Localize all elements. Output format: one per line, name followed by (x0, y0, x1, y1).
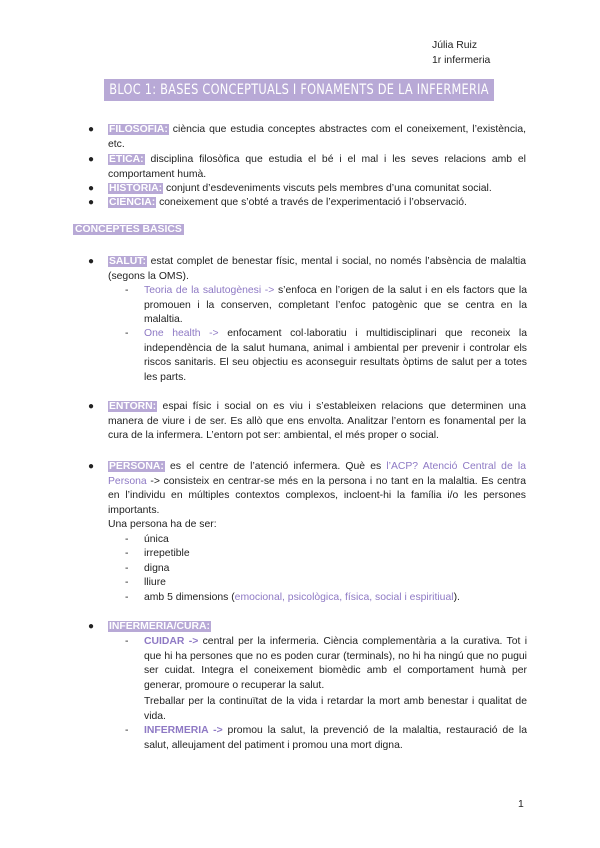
text-salutogenesi: s’enfoca en l’origen de la salut i en els factors que la promouen i la conserven, completant l’enfoc patogènic que se centra en la malaltia. (144, 285, 527, 326)
dash-marker: - (125, 577, 129, 588)
link-one-health: One health -> (144, 328, 219, 339)
dash-marker: - (125, 592, 129, 603)
term-salut: SALUT: (109, 256, 146, 267)
dash-marker: - (125, 285, 129, 296)
dash-marker: - (125, 725, 129, 736)
document-title-banner (104, 79, 494, 101)
sub-item-cuidar (125, 635, 527, 693)
definition-etica: disciplina filosòfica que estudia el bé i el mal i les seves relacions amb el comportament humà. (108, 154, 526, 180)
persona-lead-text: Una persona ha de ser: (108, 519, 217, 530)
bullet-icon: ● (88, 154, 95, 165)
persona-trait-text: única (144, 534, 169, 545)
persona-trait-item (125, 576, 527, 591)
sub-item-infermeria (125, 724, 527, 753)
list-item-etica (88, 153, 526, 182)
term-entorn: ENTORN: (109, 401, 157, 412)
acp-full-name: Atenció Central de la Persona (108, 461, 526, 487)
section-title-text: CONCEPTES BÀSICS (75, 224, 182, 235)
link-salutogenesi: Teoria de la salutogènesi -> (144, 285, 275, 296)
text-infermeria: promou la salut, la prevenció de la malaltia, restauració de la salut, alleujament del patiment i promou una mort digna. (144, 725, 527, 751)
list-item-salut (88, 255, 526, 284)
bullet-icon: ● (88, 124, 95, 135)
persona-dimensions: emocional, psicològica, física, social i espiritiual (234, 592, 454, 603)
acp-term: l’ACP? (386, 461, 419, 472)
definition-salut: estat complet de benestar físic, mental i social, no només l’absència de malaltia (segons la OMS). (108, 256, 526, 282)
persona-dimensions-item: - amb 5 dimensions (emocional, psicològica, física, social i espiritiual). (125, 591, 527, 606)
link-cuidar: CUIDAR -> (144, 636, 199, 647)
term-etica: ÈTICA: (109, 154, 144, 165)
text-cuidar: central per la infermeria. Ciència complementària a la curativa. Tot i que hi ha persones que no es poden curar (terminals), no hi ha ningú que no pugui ser cuidat. Integra el coneixement biomèdic amb el comportament humà per generar, promoure o recuperar la salut. (144, 636, 527, 691)
page-number: 1 (518, 799, 524, 810)
definition-persona-1: es el centre de l’atenció infermera. Què es (164, 461, 387, 472)
list-item-infermeria (88, 620, 526, 635)
course-name: 1r infermeria (432, 55, 491, 66)
bullet-icon: ● (88, 461, 95, 472)
dash-marker: - (125, 636, 129, 647)
persona-trait-text: digna (144, 563, 170, 574)
term-ciencia: CIÈNCIA: (109, 197, 156, 208)
persona-trait-text: lliure (144, 577, 166, 588)
definition-filosofia: ciència que estudia conceptes abstractes com el coneixement, l’existència, etc. (108, 124, 526, 150)
definition-persona-2: -> consisteix en centrar-se més en la persona i no tant en la malaltia. Es centra en l’individu en múltiples contextos complexos, incloent-hi la família i/o les persones importants. (108, 475, 526, 516)
list-item-filosofia (88, 123, 526, 152)
author-name: Júlia Ruiz (432, 40, 478, 51)
definition-entorn: espai físic i social on es viu i s’estableixen relacions que determinen una manera de viure i de ser. Es allò que ens envolta. Analitzar l’entorn es fonamental per la cura de la infermera. L’entorn pot ser: ambiental, el més proper o social. (108, 401, 526, 442)
sub-item-cuidar-continuation (125, 695, 527, 724)
definition-historia: conjunt d’esdeveniments viscuts pels membres d’una comunitat social. (163, 183, 492, 194)
list-item-entorn (88, 400, 526, 444)
term-historia: HISTÒRIA: (109, 183, 163, 194)
dash-marker: - (125, 548, 129, 559)
text-cuidar-2: Treballar per la continuïtat de la vida i retardar la mort amb benestar i qualitat de vida. (144, 696, 527, 722)
persona-trait-item (125, 533, 527, 548)
bullet-icon: ● (88, 621, 95, 632)
dash-marker: - (125, 328, 129, 339)
author-block (432, 38, 490, 68)
term-filosofia: FILOSOFIA: (109, 124, 168, 135)
bullet-icon: ● (88, 256, 95, 267)
term-infermeria: INFERMERIA/CURA: (109, 621, 211, 632)
link-infermeria: INFERMERIA -> (144, 725, 223, 736)
list-item-persona (88, 460, 526, 518)
bullet-icon: ● (88, 401, 95, 412)
text-one-health: enfocament col·laboratiu i multidisciplinari que reconeix la independència de la salut humana, animal i ambiental per prevenir i controlar els riscos sanitaris. El seu objectiu es aconseguir resultats òptims de salut per a totes les parts. (144, 328, 527, 383)
definition-ciencia: coneixement que s’obté a través de l’experimentació i l’observació. (156, 197, 467, 208)
term-persona: PERSONA: (109, 461, 164, 472)
sub-item-one-health (125, 327, 527, 385)
persona-trait-text: irrepetible (144, 548, 190, 559)
bullet-icon: ● (88, 183, 95, 194)
dash-marker: - (125, 563, 129, 574)
section-title (73, 223, 184, 238)
list-item-ciencia (88, 196, 526, 211)
document-title: BLOC 1: BASES CONCEPTUALS I FONAMENTS DE LA INFERMERIA (109, 80, 489, 98)
dash-marker: - (125, 534, 129, 545)
sub-item-salutogenesi (125, 284, 527, 328)
persona-trait-item (125, 562, 527, 577)
persona-trait-item (125, 547, 527, 562)
bullet-icon: ● (88, 197, 95, 208)
list-item-historia (88, 182, 526, 197)
